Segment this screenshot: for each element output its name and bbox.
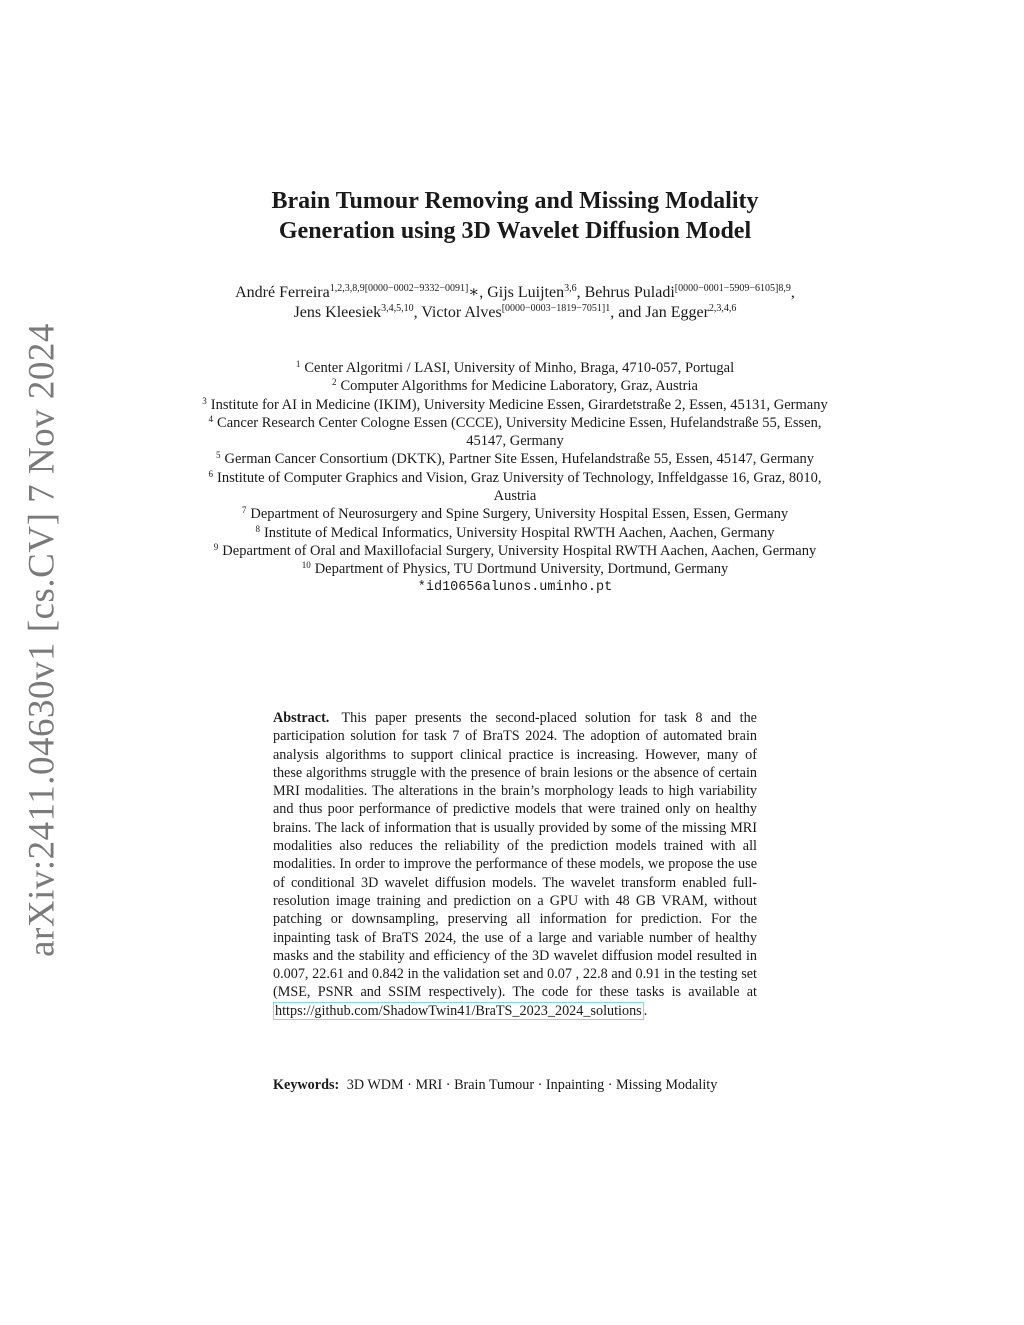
keywords <box>273 1076 757 1094</box>
arxiv-identifier: arXiv:2411.04630v1 [cs.CV] 7 Nov 2024 <box>21 323 63 957</box>
affiliation-number: 2 <box>332 377 337 388</box>
author-affiliation-marks: 2,3,4,6 <box>708 303 737 314</box>
affiliation-text: Institute of Computer Graphics and Vision, Graz University of Technology, Inffeldgasse 16, Graz, 8010, Austria <box>217 469 822 505</box>
affiliation-text: Computer Algorithms for Medicine Laboratory, Graz, Austria <box>340 378 698 395</box>
paper-title <box>170 186 860 246</box>
affiliation-item <box>200 450 830 468</box>
author-affiliation-marks: 3,6 <box>564 283 577 294</box>
affiliation-item <box>200 377 830 395</box>
title-line-2: Generation using 3D Wavelet Diffusion Model <box>278 218 752 244</box>
keywords-heading: Keywords: <box>273 1077 340 1093</box>
affiliation-item <box>200 505 830 523</box>
affiliation-text: Department of Physics, TU Dortmund University, Dortmund, Germany <box>314 561 729 578</box>
affiliation-number: 1 <box>295 359 301 369</box>
affiliation-text: Cancer Research Center Cologne Essen (CCCE), University Medicine Essen, Hufelandstraße 55, Essen, 45147, Germany <box>217 414 822 450</box>
author-name: Jan Egger <box>645 304 709 321</box>
affiliation-text: German Cancer Consortium (DKTK), Partner Site Essen, Hufelandstraße 55, Essen, 45147, Germany <box>224 451 815 468</box>
author-affiliation-marks: 3,4,5,10 <box>381 303 414 314</box>
affiliation-item <box>200 469 830 506</box>
affiliation-number: 9 <box>213 541 219 552</box>
affiliation-text: Department of Neurosurgery and Spine Surgery, University Hospital Essen, Essen, Germany <box>250 506 789 523</box>
affiliation-item <box>200 414 830 451</box>
abstract-end: . <box>643 1002 648 1019</box>
author-name: Victor Alves <box>421 304 502 321</box>
author-name: Jens Kleesiek <box>293 304 382 321</box>
author-affiliation-marks: [0000−0003−1819−7051]1 <box>501 303 611 314</box>
author-list <box>230 283 800 323</box>
abstract-heading: Abstract. <box>273 710 330 726</box>
author-affiliation-marks: 1,2,3,8,9[0000−0002−9332−0091] <box>329 283 469 294</box>
affiliation-text: Department of Oral and Maxillofacial Surgery, University Hospital RWTH Aachen, Aachen, Germany <box>222 542 817 559</box>
author-separator: , <box>790 284 795 301</box>
affiliation-list <box>200 359 830 597</box>
author-separator: , and <box>610 304 646 321</box>
affiliation-number: 3 <box>202 395 207 406</box>
affiliation-item <box>200 359 830 377</box>
affiliation-number: 7 <box>241 505 247 516</box>
abstract-body: This paper presents the second-placed solution for task 8 and the participation solution for task 7 of BraTS 2024. The adoption of automated brain analysis algorithms to support clinical practice is increasing. However, many of these algorithms struggle with the presence of brain lesions or the absence of certain MRI modalities. The alterations in the brain’s morphology leads to high variability and thus poor performance of predictive models that were trained only on healthy brains. The lack of information that is usually provided by some of the missing MRI modalities also reduces the reliability of the prediction models trained with all modalities. In order to improve the performance of these models, we propose the use of conditional 3D wavelet diffusion models. The wavelet transform enabled full-resolution image training and prediction on a GPU with 48 GB VRAM, without patching or downsampling, preserving all information for prediction. For the inpainting task of BraTS 2024, the use of a large and variable number of healthy masks and the stability and efficiency of the 3D wavelet diffusion model resulted in 0.007, 22.61 and 0.842 in the validation set and 0.07 , 22.8 and 0.91 in the testing set (MSE, PSNR and SSIM respectively). The code for these tasks is available at <box>273 710 757 1001</box>
affiliation-text: Institute of Medical Informatics, University Hospital RWTH Aachen, Aachen, Germany <box>263 524 775 541</box>
affiliation-text: Center Algoritmi / LASI, University of Minho, Braga, 4710-057, Portugal <box>304 360 735 376</box>
author-name: Behrus Puladi <box>584 284 675 301</box>
code-repository-link[interactable]: https://github.com/ShadowTwin41/BraTS_2023_2024_solutions <box>275 1002 642 1019</box>
author-separator: , <box>576 284 585 301</box>
affiliation-number: 5 <box>215 450 221 461</box>
affiliation-item <box>200 560 830 578</box>
affiliation-item <box>200 542 830 560</box>
keywords-text: 3D WDM · MRI · Brain Tumour · Inpainting · Missing Modality <box>346 1077 718 1093</box>
abstract <box>273 709 757 1020</box>
affiliation-number: 4 <box>208 413 214 424</box>
affiliation-number: 10 <box>301 560 311 571</box>
author-name: Gijs Luijten <box>487 284 565 301</box>
author-separator: ∗, <box>468 284 488 301</box>
affiliation-item <box>200 524 830 542</box>
affiliation-item <box>200 396 830 414</box>
affiliation-number: 8 <box>255 523 260 534</box>
author-affiliation-marks: [0000−0001−5909−6105]8,9 <box>674 283 791 294</box>
affiliation-number: 6 <box>208 468 214 479</box>
affiliation-text: Institute for AI in Medicine (IKIM), University Medicine Essen, Girardetstraße 2, Essen, 45131, Germany <box>210 396 828 413</box>
author-name: André Ferreira <box>235 284 330 301</box>
title-line-1: Brain Tumour Removing and Missing Modality <box>271 188 759 214</box>
author-separator: , <box>413 304 422 321</box>
corresponding-email[interactable]: *id10656alunos.uminho.pt <box>417 579 613 595</box>
